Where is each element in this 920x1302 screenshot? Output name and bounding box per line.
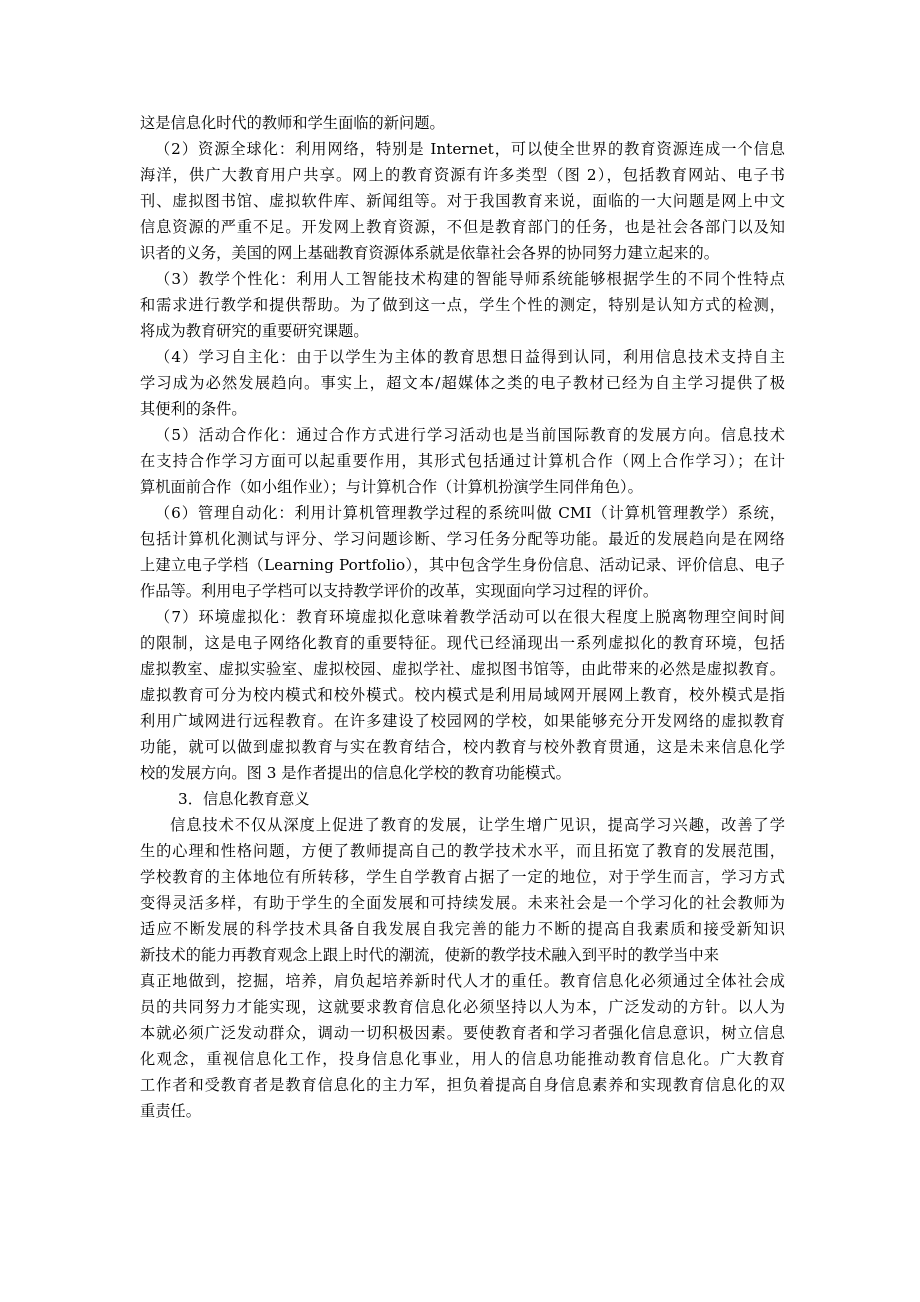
text-line: 重责任。 — [140, 1102, 201, 1120]
text-line: 功能，就可以做到虚拟教育与实在教育结合，校内教育与校外教育贯通，这是未来信息化学 — [140, 738, 785, 756]
text-line: 信息资源的严重不足。开发网上教育资源，不但是教育部门的任务，也是社会各部门以及知 — [140, 218, 785, 236]
text-line: 海洋，供广大教育用户共享。网上的教育资源有许多类型（图 2），包括教育网站、电子书 — [140, 166, 785, 184]
text-line: 将成为教育研究的重要研究课题。 — [140, 322, 369, 340]
text-line: 员的共同努力才能实现，这就要求教育信息化必须坚持以人为本，广泛发动的方针。以人为 — [140, 998, 785, 1016]
section-heading: 3．信息化教育意义 — [178, 790, 310, 808]
text-line: （7）环境虚拟化：教育环境虚拟化意味着教学活动可以在很大程度上脱离物理空间时间 — [155, 608, 785, 626]
text-line: （2）资源全球化：利用网络，特别是 Internet，可以使全世界的教育资源连成一个信息 — [155, 140, 785, 158]
text-line: （3）教学个性化：利用人工智能技术构建的智能导师系统能够根据学生的不同个性特点 — [155, 270, 785, 288]
text-line: 识者的义务，美国的网上基础教育资源体系就是依靠社会各界的协同努力建立起来的。 — [140, 244, 720, 262]
text-line: 信息技术不仅从深度上促进了教育的发展，让学生增广见识，提高学习兴趣，改善了学 — [170, 816, 785, 834]
text-line: 学习成为必然发展趋向。事实上，超文本/超媒体之类的电子教材已经为自主学习提供了极 — [140, 374, 785, 392]
text-line: 和需求进行教学和提供帮助。为了做到这一点，学生个性的测定，特别是认知方式的检测， — [140, 296, 785, 314]
text-line: 虚拟教室、虚拟实验室、虚拟校园、虚拟学社、虚拟图书馆等，由此带来的必然是虚拟教育。 — [140, 660, 785, 678]
text-line: 校的发展方向。图 3 是作者提出的信息化学校的教育功能模式。 — [140, 764, 571, 782]
document-body — [140, 110, 785, 1124]
text-line: 生的心理和性格问题，方便了教师提高自己的教学技术水平，而且拓宽了教育的发展范围， — [140, 842, 785, 860]
text-line: 新技术的能力再教育观念上跟上时代的潮流，使新的教学技术融入到平时的教学当中来 — [140, 946, 720, 964]
text-line: 包括计算机化测试与评分、学习问题诊断、学习任务分配等功能。最近的发展趋向是在网络 — [140, 530, 785, 548]
text-line: 这是信息化时代的教师和学生面临的新问题。 — [140, 114, 445, 132]
text-line: 真正地做到，挖掘，培养，肩负起培养新时代人才的重任。教育信息化必须通过全体社会成 — [140, 972, 785, 990]
text-line: 算机面前合作（如小组作业）；与计算机合作（计算机扮演学生同伴角色）。 — [140, 478, 643, 496]
text-line: 上建立电子学档（Learning Portfolio），其中包含学生身份信息、活动记录、评价信息、电子 — [140, 556, 785, 574]
text-line: 虚拟教育可分为校内模式和校外模式。校内模式是利用局域网开展网上教育，校外模式是指 — [140, 686, 785, 704]
text-line: （4）学习自主化：由于以学生为主体的教育思想日益得到认同，利用信息技术支持自主 — [155, 348, 785, 366]
text-line: 利用广域网进行远程教育。在许多建设了校园网的学校，如果能够充分开发网络的虚拟教育 — [140, 712, 785, 730]
text-line: 本就必须广泛发动群众，调动一切积极因素。要使教育者和学习者强化信息意识，树立信息 — [140, 1024, 785, 1042]
text-line: 在支持合作学习方面可以起重要作用，其形式包括通过计算机合作（网上合作学习）；在计 — [140, 452, 785, 470]
text-line: 其便利的条件。 — [140, 400, 247, 418]
text-line: 工作者和受教育者是教育信息化的主力军，担负着提高自身信息素养和实现教育信息化的双 — [140, 1076, 785, 1094]
text-line: 作品等。利用电子学档可以支持教学评价的改革，实现面向学习过程的评价。 — [140, 582, 659, 600]
text-line: （6）管理自动化：利用计算机管理教学过程的系统叫做 CMI（计算机管理教学）系统， — [155, 504, 785, 522]
text-line: 化观念，重视信息化工作，投身信息化事业，用人的信息功能推动教育信息化。广大教育 — [140, 1050, 785, 1068]
text-line: （5）活动合作化：通过合作方式进行学习活动也是当前国际教育的发展方向。信息技术 — [155, 426, 785, 444]
text-line: 的限制，这是电子网络化教育的重要特征。现代已经涌现出一系列虚拟化的教育环境，包括 — [140, 634, 785, 652]
text-line: 变得灵活多样，有助于学生的全面发展和可持续发展。未来社会是一个学习化的社会教师为 — [140, 894, 785, 912]
text-line: 学校教育的主体地位有所转移，学生自学教育占据了一定的地位，对于学生而言，学习方式 — [140, 868, 785, 886]
text-line: 适应不断发展的科学技术具备自我发展自我完善的能力不断的提高自我素质和接受新知识 — [140, 920, 785, 938]
text-line: 刊、虚拟图书馆、虚拟软件库、新闻组等。对于我国教育来说，面临的一大问题是网上中文 — [140, 192, 785, 210]
